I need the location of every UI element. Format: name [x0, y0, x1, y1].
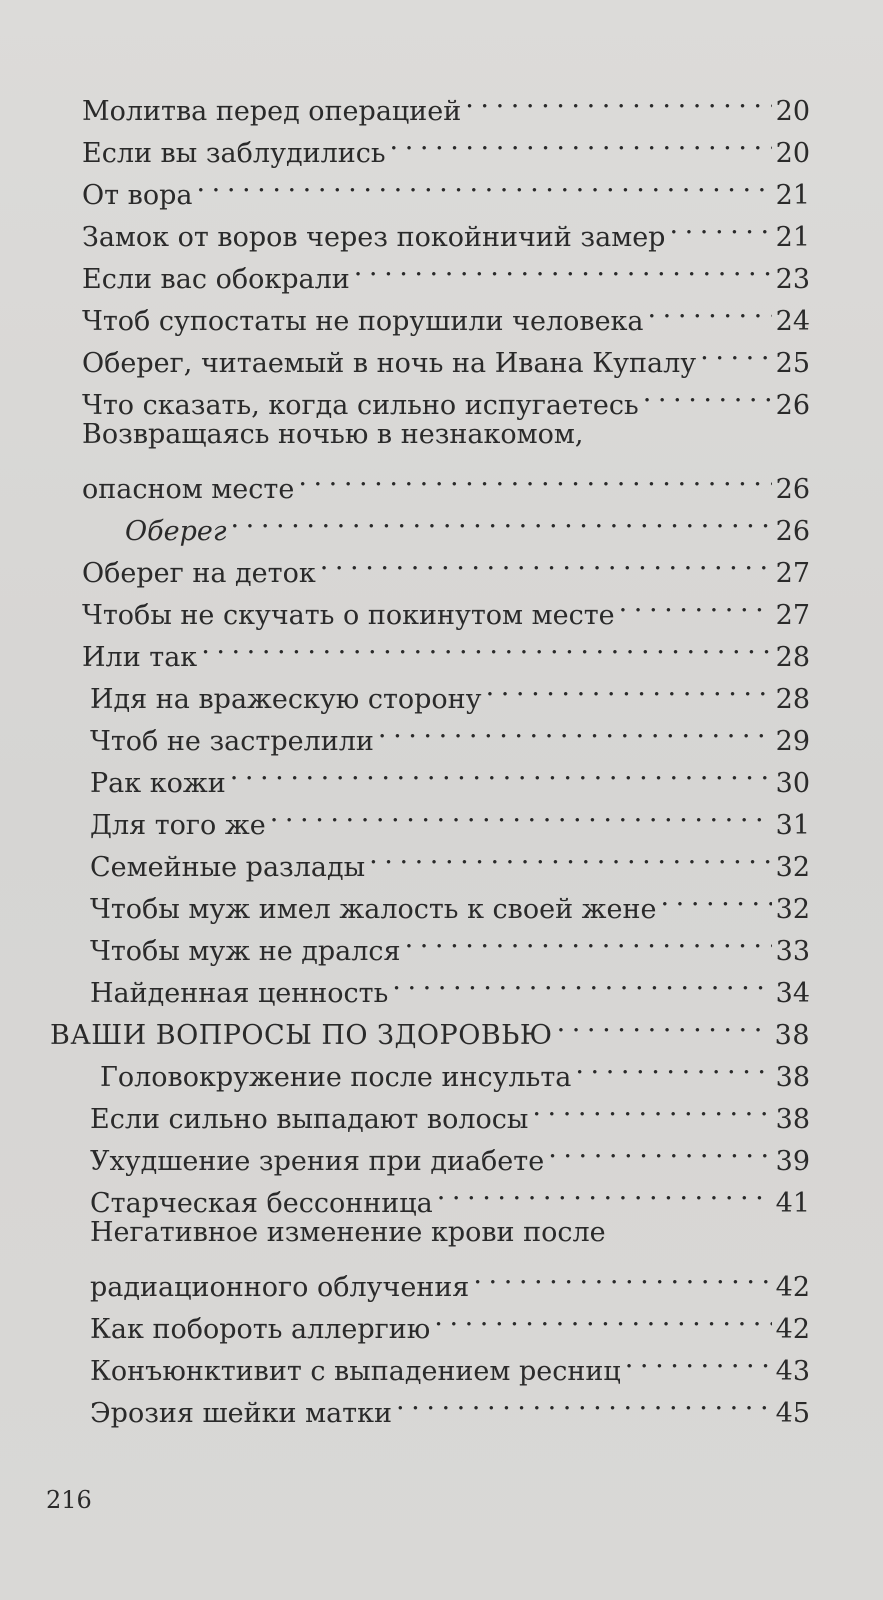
- toc-page-number: 26: [775, 516, 810, 547]
- toc-page-number: 20: [775, 138, 810, 169]
- toc-section-title: ВАШИ ВОПРОСЫ ПО ЗДОРОВЬЮ: [50, 1020, 553, 1051]
- toc-entry-title: Для того же: [90, 810, 266, 841]
- toc-page-number: 33: [775, 936, 810, 967]
- toc-page-number: 38: [774, 1020, 810, 1051]
- toc-page-number: 42: [775, 1272, 810, 1303]
- toc-entry-title: Как побороть аллергию: [90, 1314, 431, 1345]
- toc-leader: [231, 498, 772, 540]
- toc-entry-title: Старческая бессонница: [90, 1188, 433, 1219]
- toc-page-number: 30: [775, 768, 810, 799]
- toc-entry-title: Если вас обокрали: [82, 264, 350, 295]
- toc-entry-title: Оберег на деток: [82, 558, 316, 589]
- toc-entry-title: От вора: [82, 180, 193, 211]
- toc-leader: [320, 540, 772, 582]
- toc-page-number: 25: [775, 348, 810, 379]
- toc-entry: [50, 792, 810, 841]
- toc-entry: [50, 162, 810, 211]
- toc-entry-title: Головокружение после инсульта: [100, 1062, 572, 1093]
- toc-leader: [557, 1002, 771, 1044]
- toc-entry-title: Чтобы муж не дрался: [90, 936, 401, 967]
- toc-entry-title: Молитва перед операцией: [82, 96, 462, 127]
- toc-entry: [50, 1170, 810, 1219]
- toc-entry-title: Конъюнктивит с выпадением ресниц: [90, 1356, 621, 1387]
- toc-leader: [648, 288, 772, 330]
- toc-entry-title: Семейные разлады: [90, 852, 366, 883]
- toc-page-number: 31: [775, 810, 810, 841]
- toc-page-number: 21: [775, 222, 810, 253]
- toc-page-number: 32: [775, 852, 810, 883]
- toc-leader: [548, 1128, 771, 1170]
- toc-entry-title: Оберег, читаемый в ночь на Ивана Купалу: [82, 348, 697, 379]
- toc-leader: [201, 624, 771, 666]
- toc-entry: [50, 120, 810, 169]
- toc-leader: [643, 372, 772, 414]
- toc-entry: [50, 1044, 810, 1093]
- toc-leader: [700, 330, 771, 372]
- toc-leader: [369, 834, 772, 876]
- toc-page-number: 42: [775, 1314, 810, 1345]
- toc-entry-title: Замок от воров через покойничий замер: [82, 222, 666, 253]
- page-folio-number: 216: [46, 1486, 92, 1514]
- toc-page-number: 26: [775, 474, 810, 505]
- toc-entry: [50, 582, 810, 631]
- toc-leader: [473, 1254, 771, 1296]
- toc-page-number: 28: [775, 642, 810, 673]
- toc-page-number: 43: [775, 1356, 810, 1387]
- toc-entry-title: Чтобы муж имел жалость к своей жене: [90, 894, 657, 925]
- toc-entry: [50, 288, 810, 337]
- toc-page-number: 38: [775, 1062, 810, 1093]
- toc-entry: [50, 960, 810, 1009]
- toc-leader: [270, 792, 772, 834]
- toc-page-number: 21: [775, 180, 810, 211]
- toc-entry: [50, 1380, 810, 1429]
- toc-entry: [50, 1086, 810, 1135]
- toc-leader: [434, 1296, 771, 1338]
- toc-page-number: 23: [775, 264, 810, 295]
- toc-entry-title-line2: опасном месте: [82, 474, 295, 505]
- toc-entry: [50, 246, 810, 295]
- toc-entry: [50, 540, 810, 589]
- toc-entry-title: Эрозия шейки матки: [90, 1398, 392, 1429]
- toc-entry-title: Если вы заблудились: [82, 138, 386, 169]
- toc-entry-title: Ухудшение зрения при диабете: [90, 1146, 545, 1177]
- toc-entry: [50, 372, 810, 421]
- toc-entry: [50, 78, 810, 127]
- toc-page-number: 34: [775, 978, 810, 1009]
- toc-entry-multiline: [50, 1212, 810, 1303]
- toc-entry: [50, 1296, 810, 1345]
- toc-entry: [50, 1128, 810, 1177]
- toc-entry-title: Что сказать, когда сильно испугаетесь: [82, 390, 639, 421]
- toc-entry-title: Или так: [82, 642, 198, 673]
- toc-entry-title-line1: Возвращаясь ночью в незнакомом,: [82, 419, 584, 450]
- toc-entry-title-line1: Негативное изменение крови после: [90, 1217, 606, 1248]
- toc-leader: [532, 1086, 771, 1128]
- toc-leader: [625, 1338, 772, 1380]
- toc-entry: [50, 498, 810, 547]
- toc-entry-title: Чтоб супостаты не порушили человека: [82, 306, 644, 337]
- toc-leader: [197, 162, 772, 204]
- toc-entry: [50, 204, 810, 253]
- toc-entry-title: Идя на вражескую сторону: [90, 684, 482, 715]
- toc-page-number: 29: [775, 726, 810, 757]
- toc-leader: [230, 750, 772, 792]
- toc-entry: [50, 1338, 810, 1387]
- toc-leader: [396, 1380, 772, 1422]
- toc-leader: [669, 204, 771, 246]
- toc-section-heading: [50, 1002, 810, 1051]
- toc-entry: [50, 708, 810, 757]
- toc-entry: [50, 330, 810, 379]
- toc-page-number: 26: [775, 390, 810, 421]
- toc-entry-title: Рак кожи: [90, 768, 226, 799]
- toc-leader: [378, 708, 772, 750]
- toc-leader: [660, 876, 771, 918]
- toc-entry: [50, 666, 810, 715]
- toc-leader: [619, 582, 772, 624]
- table-of-contents: [50, 78, 810, 1429]
- toc-leader: [437, 1170, 772, 1212]
- toc-entry: [50, 834, 810, 883]
- toc-page-number: 45: [775, 1398, 810, 1429]
- toc-entry-title: Если сильно выпадают волосы: [90, 1104, 529, 1135]
- toc-entry: [50, 918, 810, 967]
- toc-entry: [50, 624, 810, 673]
- toc-page-number: 27: [775, 600, 810, 631]
- toc-entry: [50, 750, 810, 799]
- toc-leader: [575, 1044, 771, 1086]
- toc-page-number: 27: [775, 558, 810, 589]
- toc-page-number: 39: [775, 1146, 810, 1177]
- toc-page-number: 41: [775, 1188, 810, 1219]
- toc-entry-title-line2: радиационного облучения: [90, 1272, 470, 1303]
- toc-page-number: 24: [775, 306, 810, 337]
- toc-page-number: 32: [775, 894, 810, 925]
- toc-entry-title: Оберег: [125, 516, 227, 547]
- toc-entry: [50, 876, 810, 925]
- toc-entry-multiline: [50, 414, 810, 505]
- toc-page-number: 38: [775, 1104, 810, 1135]
- toc-entry-title: Чтобы не скучать о покинутом месте: [82, 600, 615, 631]
- toc-page-number: 28: [775, 684, 810, 715]
- toc-page-number: 20: [775, 96, 810, 127]
- toc-leader: [392, 960, 771, 1002]
- toc-leader: [390, 120, 772, 162]
- toc-leader: [486, 666, 772, 708]
- toc-entry-title: Чтоб не застрелили: [90, 726, 374, 757]
- toc-entry-title: Найденная ценность: [90, 978, 389, 1009]
- toc-leader: [465, 78, 771, 120]
- toc-leader: [405, 918, 772, 960]
- toc-leader: [298, 456, 771, 498]
- toc-leader: [354, 246, 772, 288]
